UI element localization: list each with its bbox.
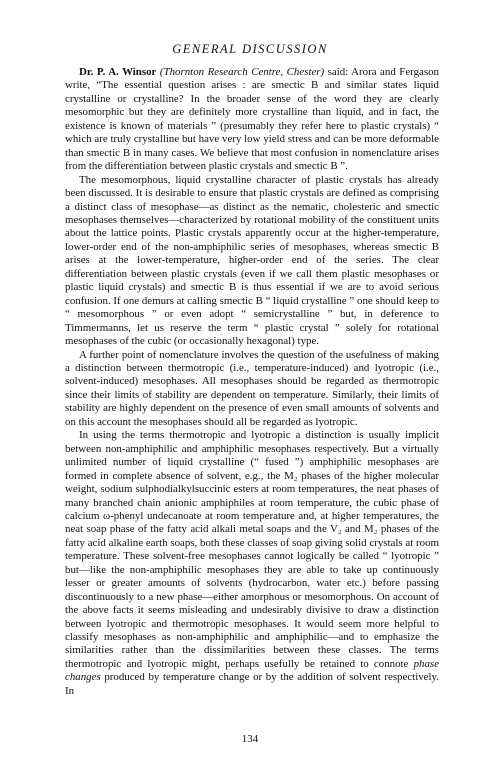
article-body [65, 66, 439, 698]
paragraph-4-text-a: In using the terms thermotropic and lyotropic a distinction is usually implicit between non-amphiphilic and amphiphilic mesophases respectively. But a virtually unlimited number of liquid crystalline (“ fused ”) amphiphilic mesophases are formed in complete absence of solvent, e.g., the M₂ phases of the higher molecular weight, sodium sulphodialkylsuccinic esters at room temperatures, the neat phases of many branched chain anionic amphiphiles at room temperature, the cubic phase of calcium ω-phenyl undecanoate at room temperature and, at higher temperatures, the neat soap phase of the fatty acid alkali metal soaps and the V₂ and M₂ phases of the fatty acid alkaline earth soaps, both these classes of soap giving solid crystals at room temperature. These solvent-free mesophases cannot logically be called “ lyotropic ” but—like the non-amphiphilic mesophases they are able to take up continuously lesser or greater amounts of solvents (hydrocarbon, water etc.) before passing discontinuously to a new phase—either amorphous or mesomorphous. On account of the above facts it seems misleading and undesirably divisive to draw a distinction between lyotropic and thermotropic mesophases. It would seem more helpful to classify mesophases as non-amphiphilic and amphiphilic—and to emphasize the similarities rather than the dissimilarities between these classes. The terms thermotropic and lyotropic might, perhaps usefully be retained to connote [65, 429, 439, 670]
speaker-name: Dr. P. A. Winsor [79, 66, 157, 78]
phase-changes-emphasis: phase changes [65, 657, 439, 684]
paragraph-4-text-b: produced by temperature change or by the addition of solvent respectively. In [65, 671, 439, 697]
paragraph-4 [65, 429, 439, 698]
running-header: GENERAL DISCUSSION [172, 42, 328, 56]
speaker-affiliation: (Thornton Research Centre, Chester) [159, 66, 325, 78]
paragraph-2: The mesomorphous, liquid crystalline character of plastic crystals has already been discussed. It is desirable to ensure that plastic crystals are defined as comprising a distinct class of mesophase—as distinct as the nematic, cholesteric and smectic mesophases themselves—characterized by rotational mobility of the constituent units about the lattice points. Plastic crystals apparently occur at the higher-temperature, lower-order end of the non-amphiphilic series of mesophases, whereas smectic B arises at the lower-temperature, higher-order end of the series. The clear differentiation between plastic crystals (even if we call them plastic mesophases or plastic liquid crystals) and smectic B is thus essential if we are to avoid serious confusion. If one demurs at calling smectic B “ liquid crystalline ” one should keep to “ mesomorphous ” or even adopt “ semicrystalline ” but, in deference to Timmermanns, let us reserve the term “ plastic crystal ” solely for rotational mesophases of the cubic (or occasionally hexagonal) type. [65, 173, 439, 348]
page-number: 134 [241, 733, 259, 745]
paragraph-3: A further point of nomenclature involves the question of the usefulness of making a distinction between thermotropic (i.e., temperature-induced) and lyotropic (i.e., solvent-induced) mesophases. All mesophases should be regarded as thermotropic since their limits of stability are dependent on temperature. Similarly, their limits of stability are highly dependent on the presence of even small amounts of solvents and on this account the mesophases should all be regarded as lyotropic. [65, 348, 439, 428]
paragraph-1-text: said: Arora and Fergason write, “The essential question arises : are smectic B and similar states liquid crystalline or crystalline? In the broader sense of the word they are clearly mesomorphic but they are definitely more crystalline than liquid, and in fact, the existence is known of materials ” (presumably they refer here to plastic crystals) “ which are truly crystalline but have very low yield stress and can be more deformable than smectic B in many cases. We believe that most confusion in nomenclature arises from the differentiation between plastic crystals and smectic B ”. [65, 66, 439, 173]
paragraph-1 [65, 66, 439, 174]
